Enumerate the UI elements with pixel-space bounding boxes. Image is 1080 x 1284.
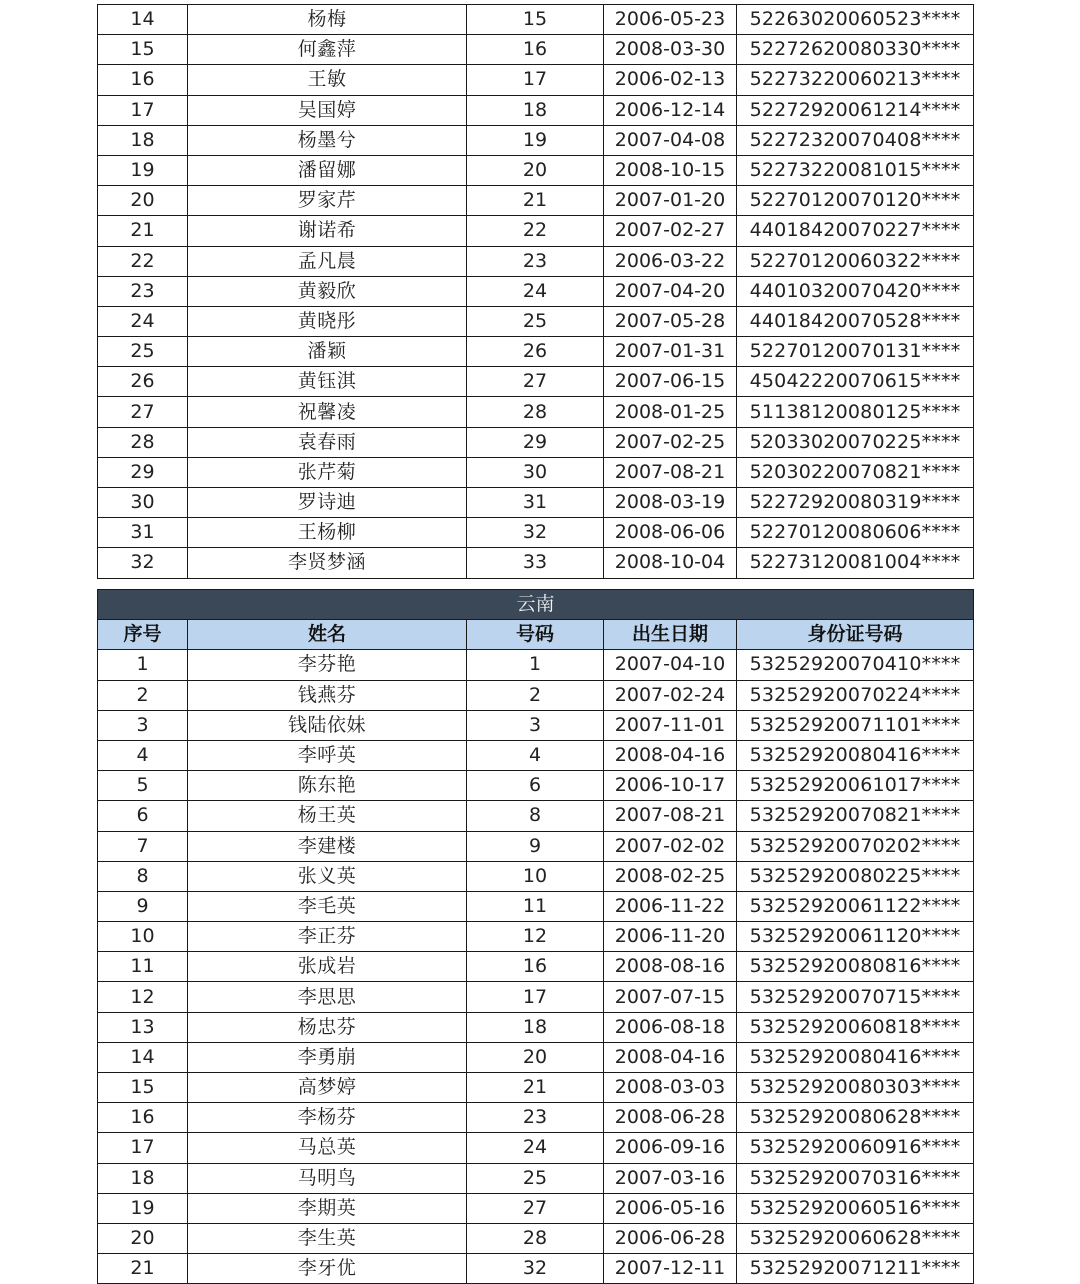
table-row [98,650,974,680]
index-cell: 21 [98,216,188,246]
number-cell: 32 [467,518,604,548]
index-cell: 10 [98,922,188,952]
id-cell: 53252920070202**** [737,831,974,861]
birthdate-cell: 2007-01-20 [604,186,737,216]
id-cell: 52270120080606**** [737,518,974,548]
table-row [98,710,974,740]
table-row [98,1193,974,1223]
table-row [98,740,974,770]
table-row [98,246,974,276]
id-cell: 53252920070821**** [737,801,974,831]
number-cell: 16 [467,952,604,982]
table-row [98,125,974,155]
table-row [98,952,974,982]
birthdate-cell: 2006-05-23 [604,5,737,35]
table-row [98,1073,974,1103]
number-cell: 23 [467,246,604,276]
roster-table-continued [97,4,974,579]
index-cell: 13 [98,1012,188,1042]
name-cell: 黄钰淇 [188,367,467,397]
id-cell: 53252920070316**** [737,1163,974,1193]
column-header-birthdate: 出生日期 [604,620,737,650]
index-cell: 15 [98,1073,188,1103]
table-row [98,1133,974,1163]
name-cell: 李呼英 [188,740,467,770]
birthdate-cell: 2008-06-06 [604,518,737,548]
table-row [98,922,974,952]
index-cell: 31 [98,518,188,548]
number-cell: 21 [467,1073,604,1103]
number-cell: 21 [467,186,604,216]
index-cell: 16 [98,1103,188,1133]
birthdate-cell: 2007-03-16 [604,1163,737,1193]
index-cell: 20 [98,1223,188,1253]
id-cell: 53252920071211**** [737,1254,974,1284]
index-cell: 12 [98,982,188,1012]
table-row [98,186,974,216]
index-cell: 20 [98,186,188,216]
birthdate-cell: 2007-05-28 [604,306,737,336]
id-cell: 53252920070715**** [737,982,974,1012]
birthdate-cell: 2007-02-02 [604,831,737,861]
name-cell: 李毛英 [188,891,467,921]
index-cell: 25 [98,337,188,367]
number-cell: 18 [467,95,604,125]
column-header-name: 姓名 [188,620,467,650]
id-cell: 53252920080303**** [737,1073,974,1103]
table-row [98,982,974,1012]
name-cell: 李勇崩 [188,1042,467,1072]
index-cell: 22 [98,246,188,276]
index-cell: 7 [98,831,188,861]
number-cell: 32 [467,1254,604,1284]
index-cell: 6 [98,801,188,831]
index-cell: 1 [98,650,188,680]
birthdate-cell: 2008-08-16 [604,952,737,982]
birthdate-cell: 2008-04-16 [604,1042,737,1072]
name-cell: 黄晓彤 [188,306,467,336]
index-cell: 23 [98,276,188,306]
id-cell: 53252920080816**** [737,952,974,982]
id-cell: 51138120080125**** [737,397,974,427]
table-row [98,488,974,518]
table-row [98,1163,974,1193]
table-row [98,680,974,710]
number-cell: 24 [467,276,604,306]
index-cell: 32 [98,548,188,578]
birthdate-cell: 2008-03-30 [604,35,737,65]
table-row [98,548,974,578]
id-cell: 52270120060322**** [737,246,974,276]
id-cell: 53252920070410**** [737,650,974,680]
index-cell: 2 [98,680,188,710]
name-cell: 潘颖 [188,337,467,367]
number-cell: 33 [467,548,604,578]
name-cell: 孟凡晨 [188,246,467,276]
table-row [98,367,974,397]
number-cell: 20 [467,155,604,185]
index-cell: 29 [98,457,188,487]
table-row [98,861,974,891]
name-cell: 杨墨兮 [188,125,467,155]
number-cell: 2 [467,680,604,710]
number-cell: 22 [467,216,604,246]
name-cell: 陈东艳 [188,771,467,801]
birthdate-cell: 2008-04-16 [604,740,737,770]
number-cell: 31 [467,488,604,518]
roster-table-body [98,5,974,579]
number-cell: 26 [467,337,604,367]
id-cell: 52272620080330**** [737,35,974,65]
birthdate-cell: 2006-11-22 [604,891,737,921]
birthdate-cell: 2007-06-15 [604,367,737,397]
number-cell: 12 [467,922,604,952]
name-cell: 罗诗迪 [188,488,467,518]
id-cell: 53252920071101**** [737,710,974,740]
id-cell: 53252920070224**** [737,680,974,710]
index-cell: 21 [98,1254,188,1284]
birthdate-cell: 2006-11-20 [604,922,737,952]
number-cell: 10 [467,861,604,891]
id-cell: 52030220070821**** [737,457,974,487]
id-cell: 53252920080628**** [737,1103,974,1133]
name-cell: 吴国婷 [188,95,467,125]
name-cell: 高梦婷 [188,1073,467,1103]
birthdate-cell: 2007-11-01 [604,710,737,740]
name-cell: 王敏 [188,65,467,95]
number-cell: 20 [467,1042,604,1072]
name-cell: 黄毅欣 [188,276,467,306]
index-cell: 14 [98,1042,188,1072]
index-cell: 5 [98,771,188,801]
column-header-index: 序号 [98,620,188,650]
birthdate-cell: 2006-09-16 [604,1133,737,1163]
index-cell: 28 [98,427,188,457]
id-cell: 53252920060516**** [737,1193,974,1223]
table-row [98,1103,974,1133]
birthdate-cell: 2006-08-18 [604,1012,737,1042]
name-cell: 李建楼 [188,831,467,861]
id-cell: 53252920061017**** [737,771,974,801]
name-cell: 袁春雨 [188,427,467,457]
id-cell: 52270120070131**** [737,337,974,367]
name-cell: 杨梅 [188,5,467,35]
table-row [98,306,974,336]
name-cell: 潘留娜 [188,155,467,185]
table-row [98,1223,974,1253]
name-cell: 王杨柳 [188,518,467,548]
number-cell: 28 [467,1223,604,1253]
number-cell: 8 [467,801,604,831]
name-cell: 何鑫萍 [188,35,467,65]
name-cell: 李芬艳 [188,650,467,680]
name-cell: 李生英 [188,1223,467,1253]
birthdate-cell: 2007-02-25 [604,427,737,457]
number-cell: 27 [467,367,604,397]
number-cell: 3 [467,710,604,740]
birthdate-cell: 2007-04-08 [604,125,737,155]
table-row [98,771,974,801]
number-cell: 1 [467,650,604,680]
table-row [98,35,974,65]
region-title: 云南 [98,590,974,620]
name-cell: 祝馨凌 [188,397,467,427]
id-cell: 52272920080319**** [737,488,974,518]
index-cell: 24 [98,306,188,336]
id-cell: 53252920060818**** [737,1012,974,1042]
number-cell: 17 [467,65,604,95]
name-cell: 李正芬 [188,922,467,952]
roster-table-body [98,650,974,1284]
name-cell: 杨忠芬 [188,1012,467,1042]
name-cell: 杨王英 [188,801,467,831]
name-cell: 谢诺希 [188,216,467,246]
name-cell: 张义英 [188,861,467,891]
table-row [98,891,974,921]
index-cell: 30 [98,488,188,518]
region-header-row [98,590,974,620]
birthdate-cell: 2007-07-15 [604,982,737,1012]
birthdate-cell: 2006-03-22 [604,246,737,276]
id-cell: 52273220081015**** [737,155,974,185]
birthdate-cell: 2007-02-27 [604,216,737,246]
index-cell: 19 [98,1193,188,1223]
name-cell: 张成岩 [188,952,467,982]
index-cell: 17 [98,1133,188,1163]
name-cell: 李思思 [188,982,467,1012]
column-header-row [98,620,974,650]
table-row [98,457,974,487]
number-cell: 23 [467,1103,604,1133]
column-header-id-number: 身份证号码 [737,620,974,650]
name-cell: 钱陆依妹 [188,710,467,740]
table-row [98,427,974,457]
number-cell: 4 [467,740,604,770]
index-cell: 8 [98,861,188,891]
name-cell: 李贤梦涵 [188,548,467,578]
index-cell: 14 [98,5,188,35]
number-cell: 25 [467,1163,604,1193]
birthdate-cell: 2006-12-14 [604,95,737,125]
table-row [98,5,974,35]
birthdate-cell: 2008-10-15 [604,155,737,185]
birthdate-cell: 2006-05-16 [604,1193,737,1223]
id-cell: 53252920060628**** [737,1223,974,1253]
table-row [98,1012,974,1042]
birthdate-cell: 2006-10-17 [604,771,737,801]
birthdate-cell: 2007-04-20 [604,276,737,306]
number-cell: 9 [467,831,604,861]
number-cell: 24 [467,1133,604,1163]
table-row [98,518,974,548]
birthdate-cell: 2007-04-10 [604,650,737,680]
birthdate-cell: 2008-03-03 [604,1073,737,1103]
id-cell: 45042220070615**** [737,367,974,397]
birthdate-cell: 2007-02-24 [604,680,737,710]
birthdate-cell: 2007-01-31 [604,337,737,367]
number-cell: 27 [467,1193,604,1223]
index-cell: 18 [98,1163,188,1193]
column-header-number: 号码 [467,620,604,650]
number-cell: 6 [467,771,604,801]
name-cell: 钱燕芬 [188,680,467,710]
id-cell: 53252920080416**** [737,1042,974,1072]
birthdate-cell: 2008-06-28 [604,1103,737,1133]
table-row [98,801,974,831]
id-cell: 52270120070120**** [737,186,974,216]
index-cell: 9 [98,891,188,921]
id-cell: 44018420070528**** [737,306,974,336]
number-cell: 29 [467,427,604,457]
index-cell: 27 [98,397,188,427]
number-cell: 19 [467,125,604,155]
birthdate-cell: 2006-02-13 [604,65,737,95]
index-cell: 18 [98,125,188,155]
name-cell: 李期英 [188,1193,467,1223]
id-cell: 52272320070408**** [737,125,974,155]
number-cell: 30 [467,457,604,487]
index-cell: 15 [98,35,188,65]
index-cell: 19 [98,155,188,185]
name-cell: 李杨芬 [188,1103,467,1133]
table-row [98,276,974,306]
number-cell: 28 [467,397,604,427]
table-row [98,831,974,861]
birthdate-cell: 2007-12-11 [604,1254,737,1284]
birthdate-cell: 2008-02-25 [604,861,737,891]
table-row [98,1042,974,1072]
id-cell: 52273220060213**** [737,65,974,95]
name-cell: 马总英 [188,1133,467,1163]
name-cell: 马明鸟 [188,1163,467,1193]
name-cell: 李牙优 [188,1254,467,1284]
id-cell: 53252920061120**** [737,922,974,952]
index-cell: 26 [98,367,188,397]
birthdate-cell: 2007-08-21 [604,457,737,487]
number-cell: 11 [467,891,604,921]
number-cell: 17 [467,982,604,1012]
name-cell: 张芹菊 [188,457,467,487]
name-cell: 罗家芹 [188,186,467,216]
id-cell: 53252920080416**** [737,740,974,770]
id-cell: 52273120081004**** [737,548,974,578]
index-cell: 16 [98,65,188,95]
index-cell: 4 [98,740,188,770]
number-cell: 15 [467,5,604,35]
table-row [98,95,974,125]
birthdate-cell: 2008-01-25 [604,397,737,427]
index-cell: 3 [98,710,188,740]
number-cell: 18 [467,1012,604,1042]
id-cell: 52272920061214**** [737,95,974,125]
number-cell: 25 [467,306,604,336]
number-cell: 16 [467,35,604,65]
birthdate-cell: 2008-10-04 [604,548,737,578]
birthdate-cell: 2008-03-19 [604,488,737,518]
id-cell: 53252920060916**** [737,1133,974,1163]
table-row [98,65,974,95]
roster-table-yunnan [97,589,974,1284]
id-cell: 44010320070420**** [737,276,974,306]
table-row [98,337,974,367]
birthdate-cell: 2007-08-21 [604,801,737,831]
id-cell: 53252920061122**** [737,891,974,921]
index-cell: 17 [98,95,188,125]
id-cell: 53252920080225**** [737,861,974,891]
index-cell: 11 [98,952,188,982]
id-cell: 44018420070227**** [737,216,974,246]
table-row [98,216,974,246]
table-row [98,397,974,427]
id-cell: 52033020070225**** [737,427,974,457]
table-row [98,155,974,185]
id-cell: 52263020060523**** [737,5,974,35]
birthdate-cell: 2006-06-28 [604,1223,737,1253]
